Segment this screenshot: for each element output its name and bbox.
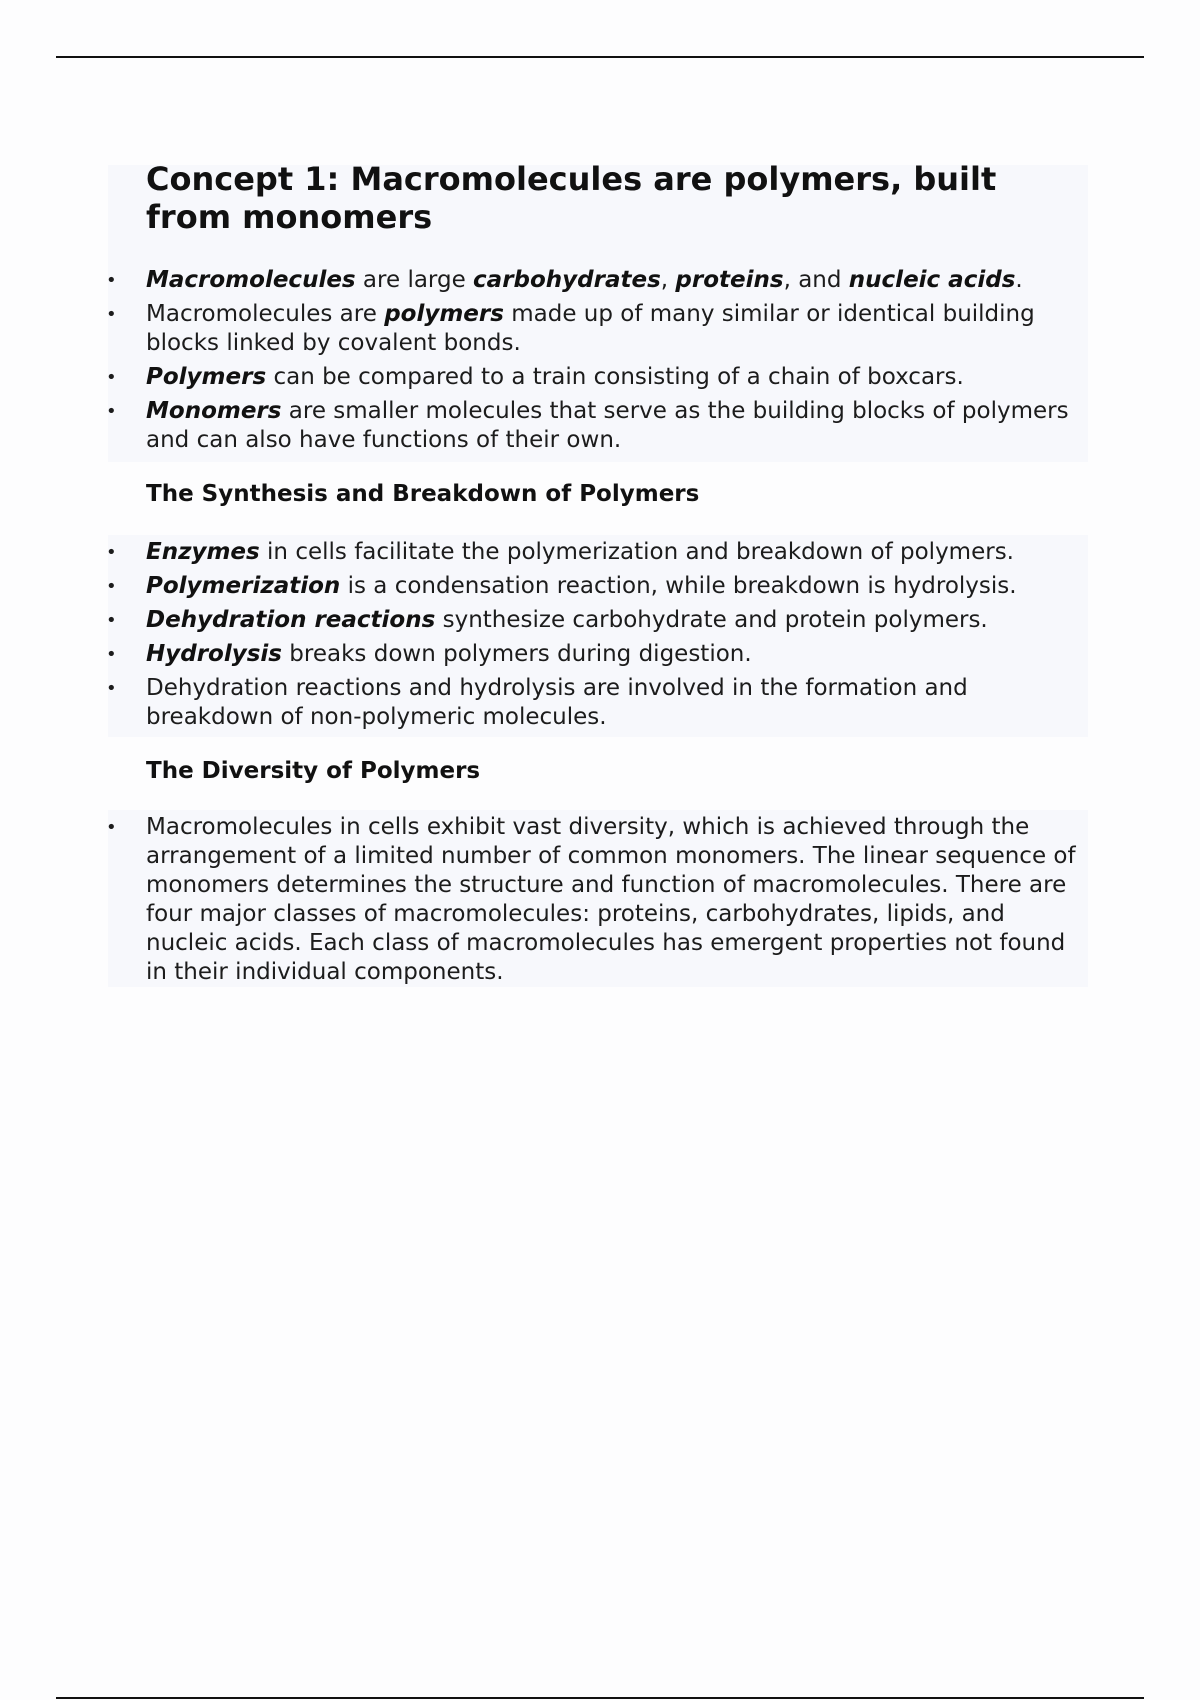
bullet-item	[0, 363, 1086, 392]
keyword-term: carbohydrates	[473, 267, 661, 293]
bottom-rule	[56, 1697, 1144, 1699]
bullet-item	[0, 300, 1086, 358]
keyword-term: Polymers	[146, 364, 267, 390]
bullet-text: Macromolecules are	[146, 301, 385, 327]
keyword-term: Hydrolysis	[146, 641, 282, 667]
bullet-text: synthesize carbohydrate and protein polymers.	[435, 607, 988, 633]
bullet-item	[0, 606, 1086, 635]
bullet-text: in cells facilitate the polymerization and breakdown of polymers.	[259, 539, 1014, 565]
keyword-term: Macromolecules	[146, 267, 356, 293]
section1-bullet-list	[0, 266, 1100, 460]
bullet-item	[0, 397, 1086, 455]
bullet-text: are smaller molecules that serve as the building blocks of polymers and can also have functions of their own.	[146, 398, 1069, 453]
bullet-item	[0, 538, 1086, 567]
bullet-item	[0, 266, 1086, 295]
bullet-text: Dehydration reactions and hydrolysis are involved in the formation and breakdown of non-polymeric molecules.	[146, 675, 968, 730]
bullet-text: breaks down polymers during digestion.	[282, 641, 752, 667]
concept-title: Concept 1: Macromolecules are polymers, built from monomers	[146, 160, 997, 236]
bullet-item	[0, 572, 1086, 601]
section3-heading: The Diversity of Polymers	[146, 758, 481, 784]
bullet-text: .	[1015, 267, 1023, 293]
bullet-item	[0, 813, 1086, 987]
keyword-term: Polymerization	[146, 573, 341, 599]
section3-bullet-list	[0, 813, 1100, 987]
bullet-text: are large	[355, 267, 474, 293]
keyword-term: polymers	[384, 301, 504, 327]
keyword-term: proteins	[675, 267, 784, 293]
bullet-text: Macromolecules in cells exhibit vast diversity, which is achieved through the arrangement of a limited number of common monomers. The linear sequence of monomers determines the structure and function of macromolecules. There are four major classes of macromolecules: proteins, carbohydrates, lipids, and nucleic acids. Each class of macromolecules has emergent properties not found in their individual components.	[146, 814, 1076, 985]
keyword-term: Monomers	[146, 398, 282, 424]
bullet-item	[0, 640, 1086, 669]
keyword-term: nucleic acids	[848, 267, 1016, 293]
top-rule	[56, 56, 1144, 58]
bullet-item	[0, 674, 1086, 732]
bullet-text: ,	[660, 267, 676, 293]
section2-heading: The Synthesis and Breakdown of Polymers	[146, 481, 700, 507]
bullet-text: made up of many similar or identical building blocks linked by covalent bonds.	[146, 301, 1035, 356]
bullet-text: can be compared to a train consisting of a chain of boxcars.	[266, 364, 964, 390]
bullet-text: , and	[783, 267, 849, 293]
keyword-term: Enzymes	[146, 539, 260, 565]
bullet-text: is a condensation reaction, while breakdown is hydrolysis.	[340, 573, 1017, 599]
keyword-term: Dehydration reactions	[146, 607, 436, 633]
section2-bullet-list	[0, 538, 1100, 737]
